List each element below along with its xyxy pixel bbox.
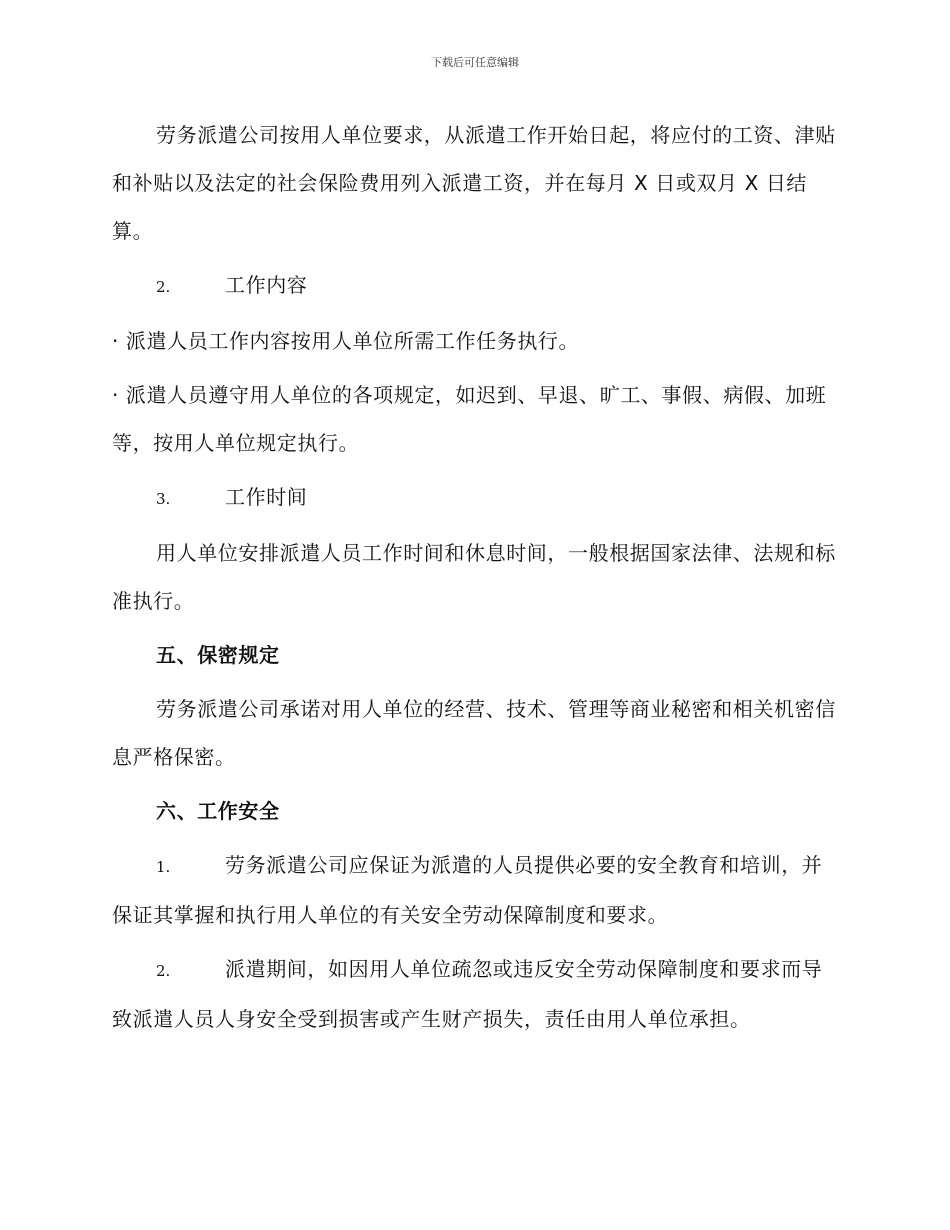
bullet-regulations: · 派遣人员遵守用人单位的各项规定，如迟到、早退、旷工、事假、病假、加班等，按用人单位规定执行。 [112,383,827,455]
paragraph-salary: 劳务派遣公司按用人单位要求，从派遣工作开始日起，将应付的工资、津贴和补贴以及法定的社会保险费用列入派遣工资，并在每月 X 日或双月 X 日结算。 [112,123,836,243]
paragraph-work-time: 用人单位安排派遣人员工作时间和休息时间，一般根据国家法律、法规和标准执行。 [112,541,836,613]
item-text: 派遣期间，如因用人单位疏忽或违反安全劳动保障制度和要求而导致派遣人员人身安全受到损害或产生财产损失，责任由用人单位承担。 [112,957,823,1031]
item-number: 2. [156,962,171,980]
heading-work-safety: 六、工作安全 [156,799,280,823]
item-number: 3. [156,490,171,508]
item-title: 工作内容 [225,273,308,297]
heading-confidentiality: 五、保密规定 [156,643,280,667]
bullet-work-content: · 派遣人员工作内容按用人单位所需工作任务执行。 [112,329,580,353]
section-item-work-content [112,261,836,311]
section-item-work-time [112,473,836,523]
paragraph-confidentiality: 劳务派遣公司承诺对用人单位的经营、技术、管理等商业秘密和相关机密信息严格保密。 [112,697,836,769]
header-note: 下载后可任意编辑 [431,56,519,69]
safety-item-1 [112,841,836,939]
document-body [112,111,836,1049]
item-text: 劳务派遣公司应保证为派遣的人员提供必要的安全教育和培训，并保证其掌握和执行用人单位的有关安全劳动保障制度和要求。 [112,853,823,927]
safety-item-2 [112,945,836,1043]
item-number: 1. [156,858,171,876]
item-number: 2. [156,278,171,296]
item-title: 工作时间 [225,485,308,509]
